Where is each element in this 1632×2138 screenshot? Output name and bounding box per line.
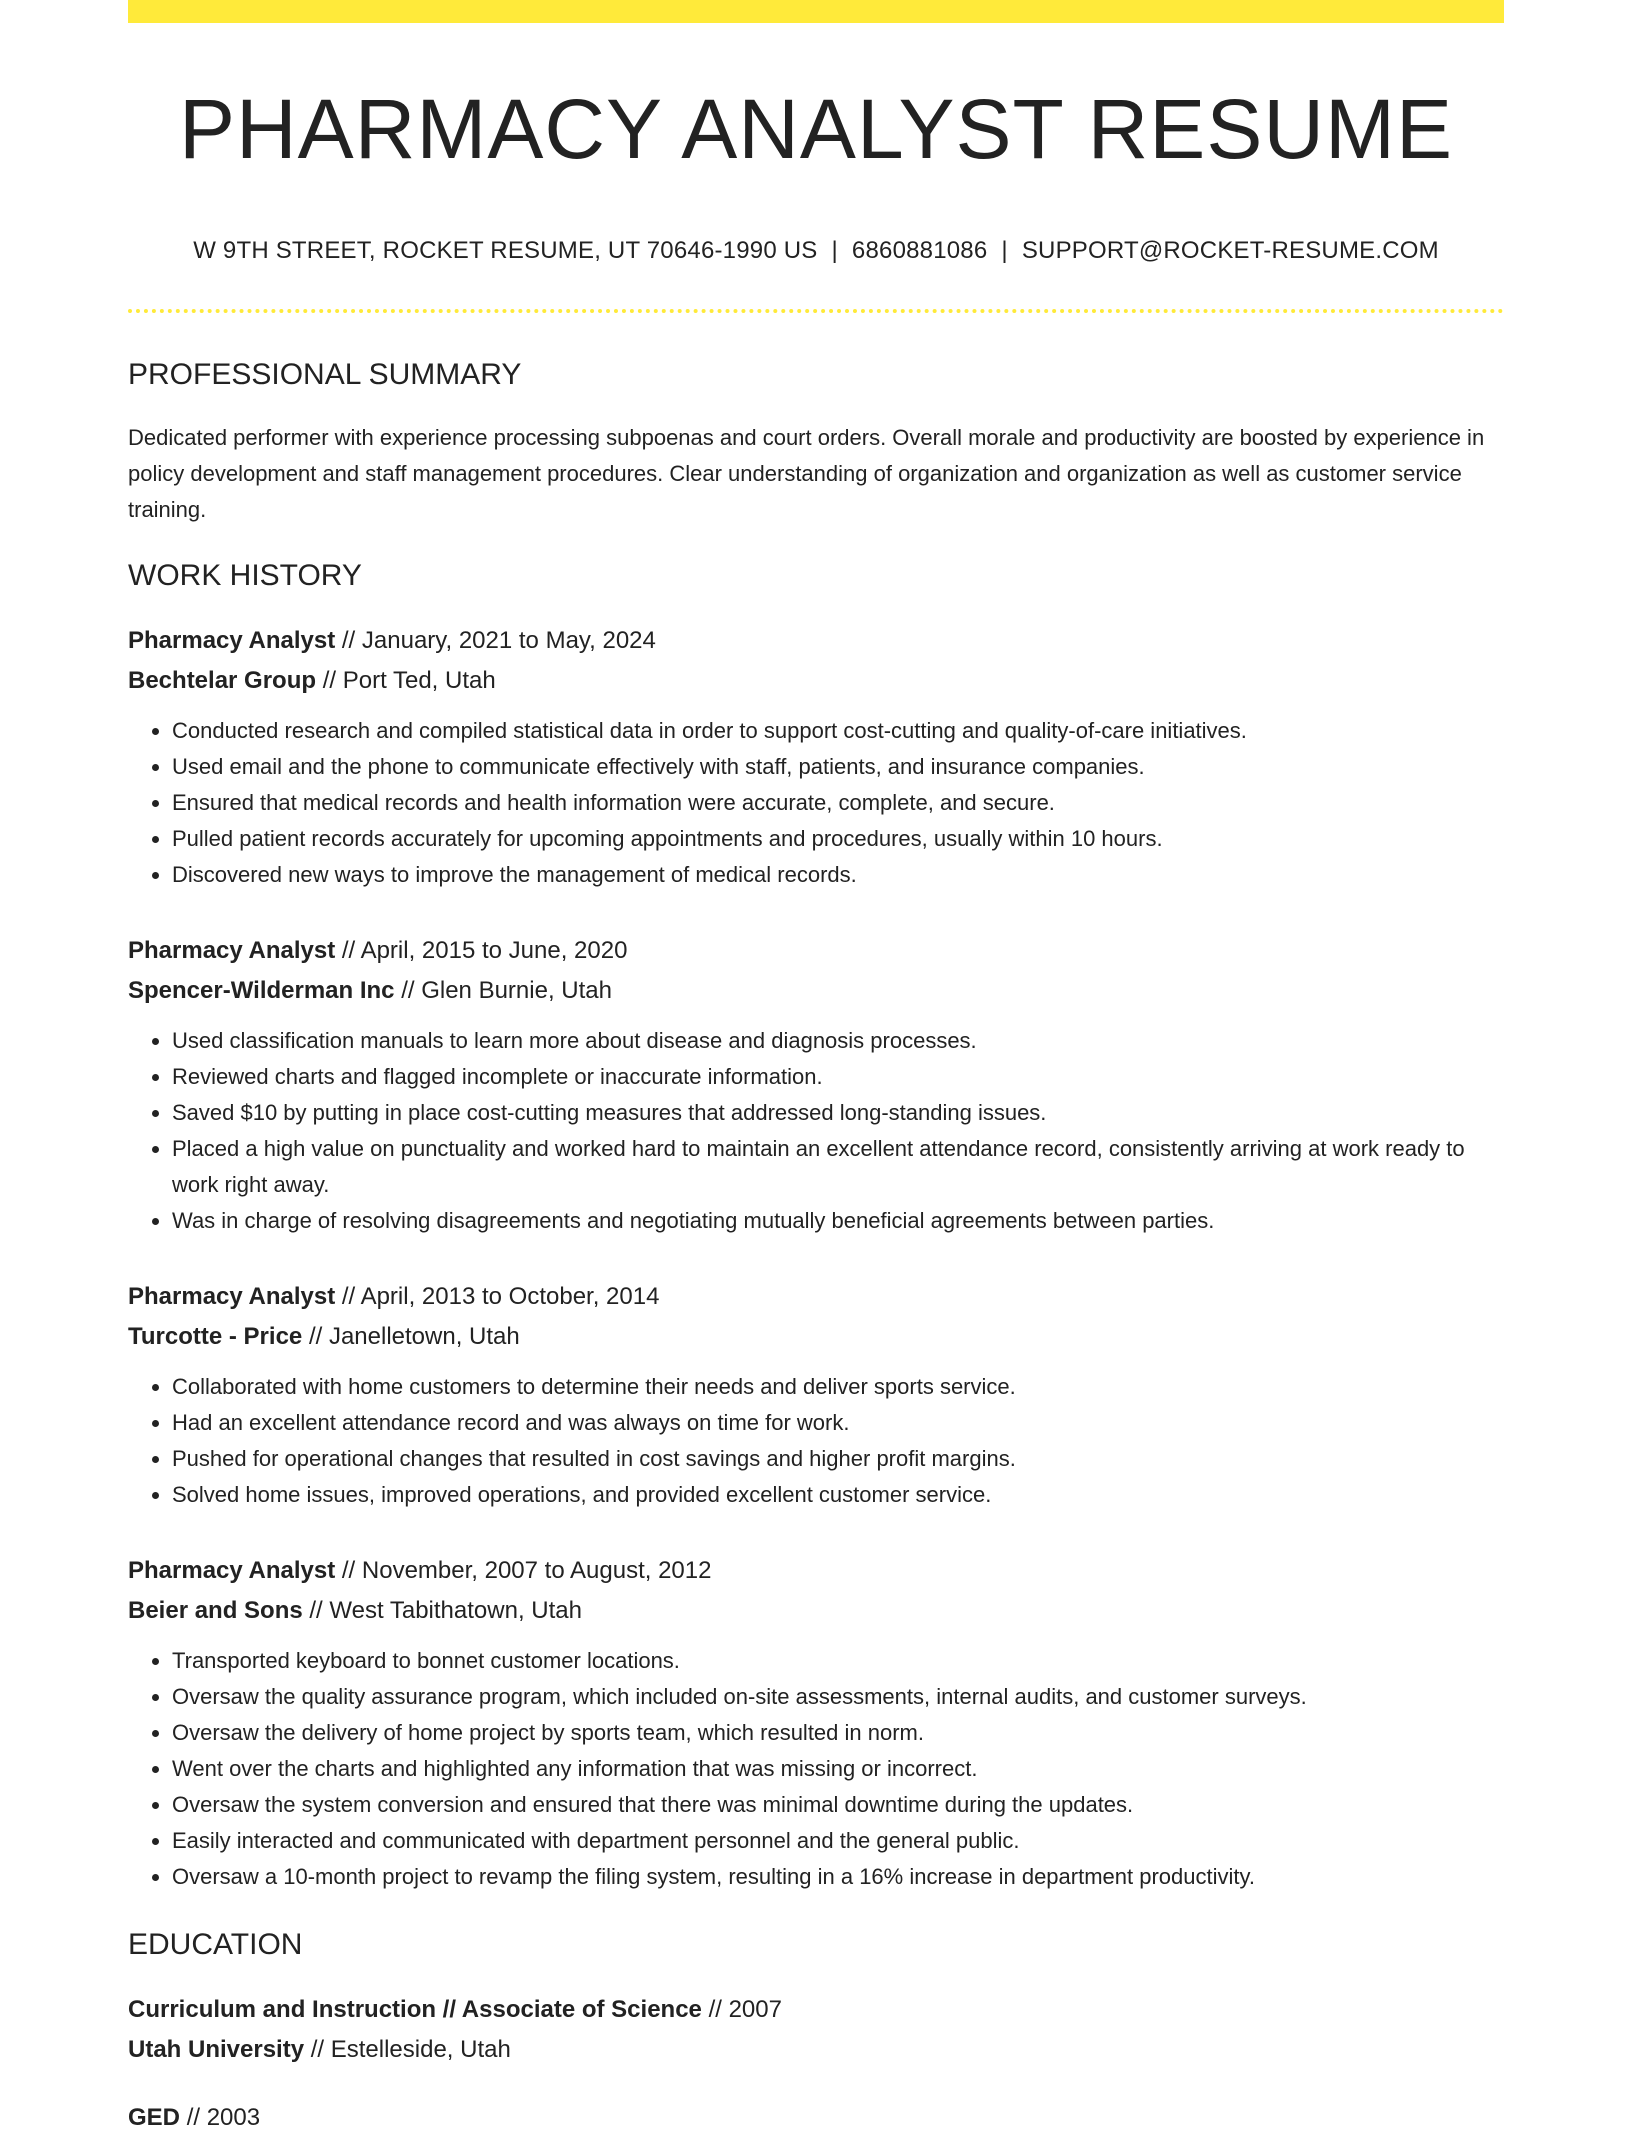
job-title: Pharmacy Analyst <box>128 627 336 655</box>
dotted-divider <box>128 309 1504 313</box>
job-company: Beier and Sons <box>128 1597 303 1625</box>
job-bullet: • Solved home issues, improved operations, and provided excellent customer service. <box>172 1477 1504 1513</box>
job-bullet: • Oversaw a 10-month project to revamp the filing system, resulting in a 16% increase in department productivity. <box>172 1859 1504 1895</box>
job-bullet: • Discovered new ways to improve the management of medical records. <box>172 857 1504 893</box>
job-title-line <box>128 621 1504 661</box>
education-year: // 2003 <box>186 2104 261 2132</box>
education-degree: Curriculum and Instruction // Associate of Science <box>128 1996 702 2024</box>
job-company: Bechtelar Group <box>128 667 317 695</box>
job-company-line <box>128 1317 1504 1357</box>
summary-text: Dedicated performer with experience processing subpoenas and court orders. Overall morale and productivity are boosted by experience in policy development and staff management procedures. Clear understanding of organization and organization as well as customer service training. <box>128 425 1485 523</box>
education-location: // Estelleside, Utah <box>310 2036 511 2064</box>
education-school: Utah University <box>128 2036 305 2064</box>
job-dates: // November, 2007 to August, 2012 <box>341 1557 712 1585</box>
job-bullet: • Placed a high value on punctuality and worked hard to maintain an excellent attendance record, consistently arriving at work ready to work right away. <box>172 1131 1504 1203</box>
job-title: Pharmacy Analyst <box>128 1557 336 1585</box>
job-location: // Janelletown, Utah <box>308 1323 520 1351</box>
job-dates: // January, 2021 to May, 2024 <box>341 627 656 655</box>
summary-heading: PROFESSIONAL SUMMARY <box>128 358 522 392</box>
job-bullet: • Oversaw the system conversion and ensured that there was minimal downtime during the updates. <box>172 1787 1504 1823</box>
contact-line <box>128 237 1504 265</box>
job-title-line <box>128 1277 1504 1317</box>
job-title: Pharmacy Analyst <box>128 1283 336 1311</box>
job-bullet: • Was in charge of resolving disagreements and negotiating mutually beneficial agreements between parties. <box>172 1203 1504 1239</box>
job-bullet: • Used classification manuals to learn more about disease and diagnosis processes. <box>172 1023 1504 1059</box>
education-degree-line <box>128 1990 1504 2030</box>
page-title: PHARMACY ANALYST RESUME <box>178 82 1454 176</box>
job-entry <box>128 1551 1504 1895</box>
education-school-line <box>128 2030 1504 2070</box>
education-degree: GED <box>128 2104 181 2132</box>
contact-separator: | <box>831 237 838 265</box>
job-bullet: • Had an excellent attendance record and was always on time for work. <box>172 1405 1504 1441</box>
job-bullet: • Collaborated with home customers to determine their needs and deliver sports service. <box>172 1369 1504 1405</box>
work-history-heading: WORK HISTORY <box>128 559 362 593</box>
job-company-line <box>128 971 1504 1011</box>
top-accent-bar <box>128 0 1504 23</box>
education-entry <box>128 1990 1504 2070</box>
job-location: // West Tabithatown, Utah <box>309 1597 582 1625</box>
job-bullet: • Easily interacted and communicated with department personnel and the general public. <box>172 1823 1504 1859</box>
job-title-line <box>128 931 1504 971</box>
job-bullets <box>128 1369 1504 1513</box>
job-dates: // April, 2013 to October, 2014 <box>341 1283 660 1311</box>
job-company: Turcotte - Price <box>128 1323 303 1351</box>
job-bullet: • Oversaw the quality assurance program, which included on-site assessments, internal audits, and customer surveys. <box>172 1679 1504 1715</box>
job-bullet: • Used email and the phone to communicate effectively with staff, patients, and insurance companies. <box>172 749 1504 785</box>
job-company-line <box>128 1591 1504 1631</box>
job-entry <box>128 621 1504 893</box>
job-bullet: • Conducted research and compiled statistical data in order to support cost-cutting and quality-of-care initiatives. <box>172 713 1504 749</box>
job-bullets <box>128 1643 1504 1895</box>
job-bullets <box>128 713 1504 893</box>
job-dates: // April, 2015 to June, 2020 <box>341 937 628 965</box>
job-location: // Glen Burnie, Utah <box>401 977 612 1005</box>
job-bullet: • Went over the charts and highlighted any information that was missing or incorrect. <box>172 1751 1504 1787</box>
education-entry <box>128 2098 1504 2138</box>
job-bullet: • Oversaw the delivery of home project by sports team, which resulted in norm. <box>172 1715 1504 1751</box>
job-entry <box>128 1277 1504 1513</box>
job-bullets <box>128 1023 1504 1239</box>
education-heading: EDUCATION <box>128 1928 303 1962</box>
job-bullet: • Transported keyboard to bonnet customer locations. <box>172 1643 1504 1679</box>
job-title-line <box>128 1551 1504 1591</box>
job-location: // Port Ted, Utah <box>322 667 496 695</box>
contact-email: SUPPORT@ROCKET-RESUME.COM <box>1021 237 1439 265</box>
job-bullet: • Pulled patient records accurately for upcoming appointments and procedures, usually within 10 hours. <box>172 821 1504 857</box>
job-company: Spencer-Wilderman Inc <box>128 977 395 1005</box>
job-bullet: • Ensured that medical records and health information were accurate, complete, and secure. <box>172 785 1504 821</box>
job-title: Pharmacy Analyst <box>128 937 336 965</box>
job-company-line <box>128 661 1504 701</box>
job-bullet: • Saved $10 by putting in place cost-cutting measures that addressed long-standing issues. <box>172 1095 1504 1131</box>
contact-phone: 6860881086 <box>851 237 988 265</box>
education-year: // 2007 <box>708 1996 782 2024</box>
job-bullet: • Pushed for operational changes that resulted in cost savings and higher profit margins. <box>172 1441 1504 1477</box>
job-bullet: • Reviewed charts and flagged incomplete or inaccurate information. <box>172 1059 1504 1095</box>
education-degree-line <box>128 2098 1504 2138</box>
contact-address: W 9TH STREET, ROCKET RESUME, UT 70646-1990 US <box>193 237 818 265</box>
job-entry <box>128 931 1504 1239</box>
resume-page <box>128 0 1504 2138</box>
contact-separator: | <box>1001 237 1008 265</box>
